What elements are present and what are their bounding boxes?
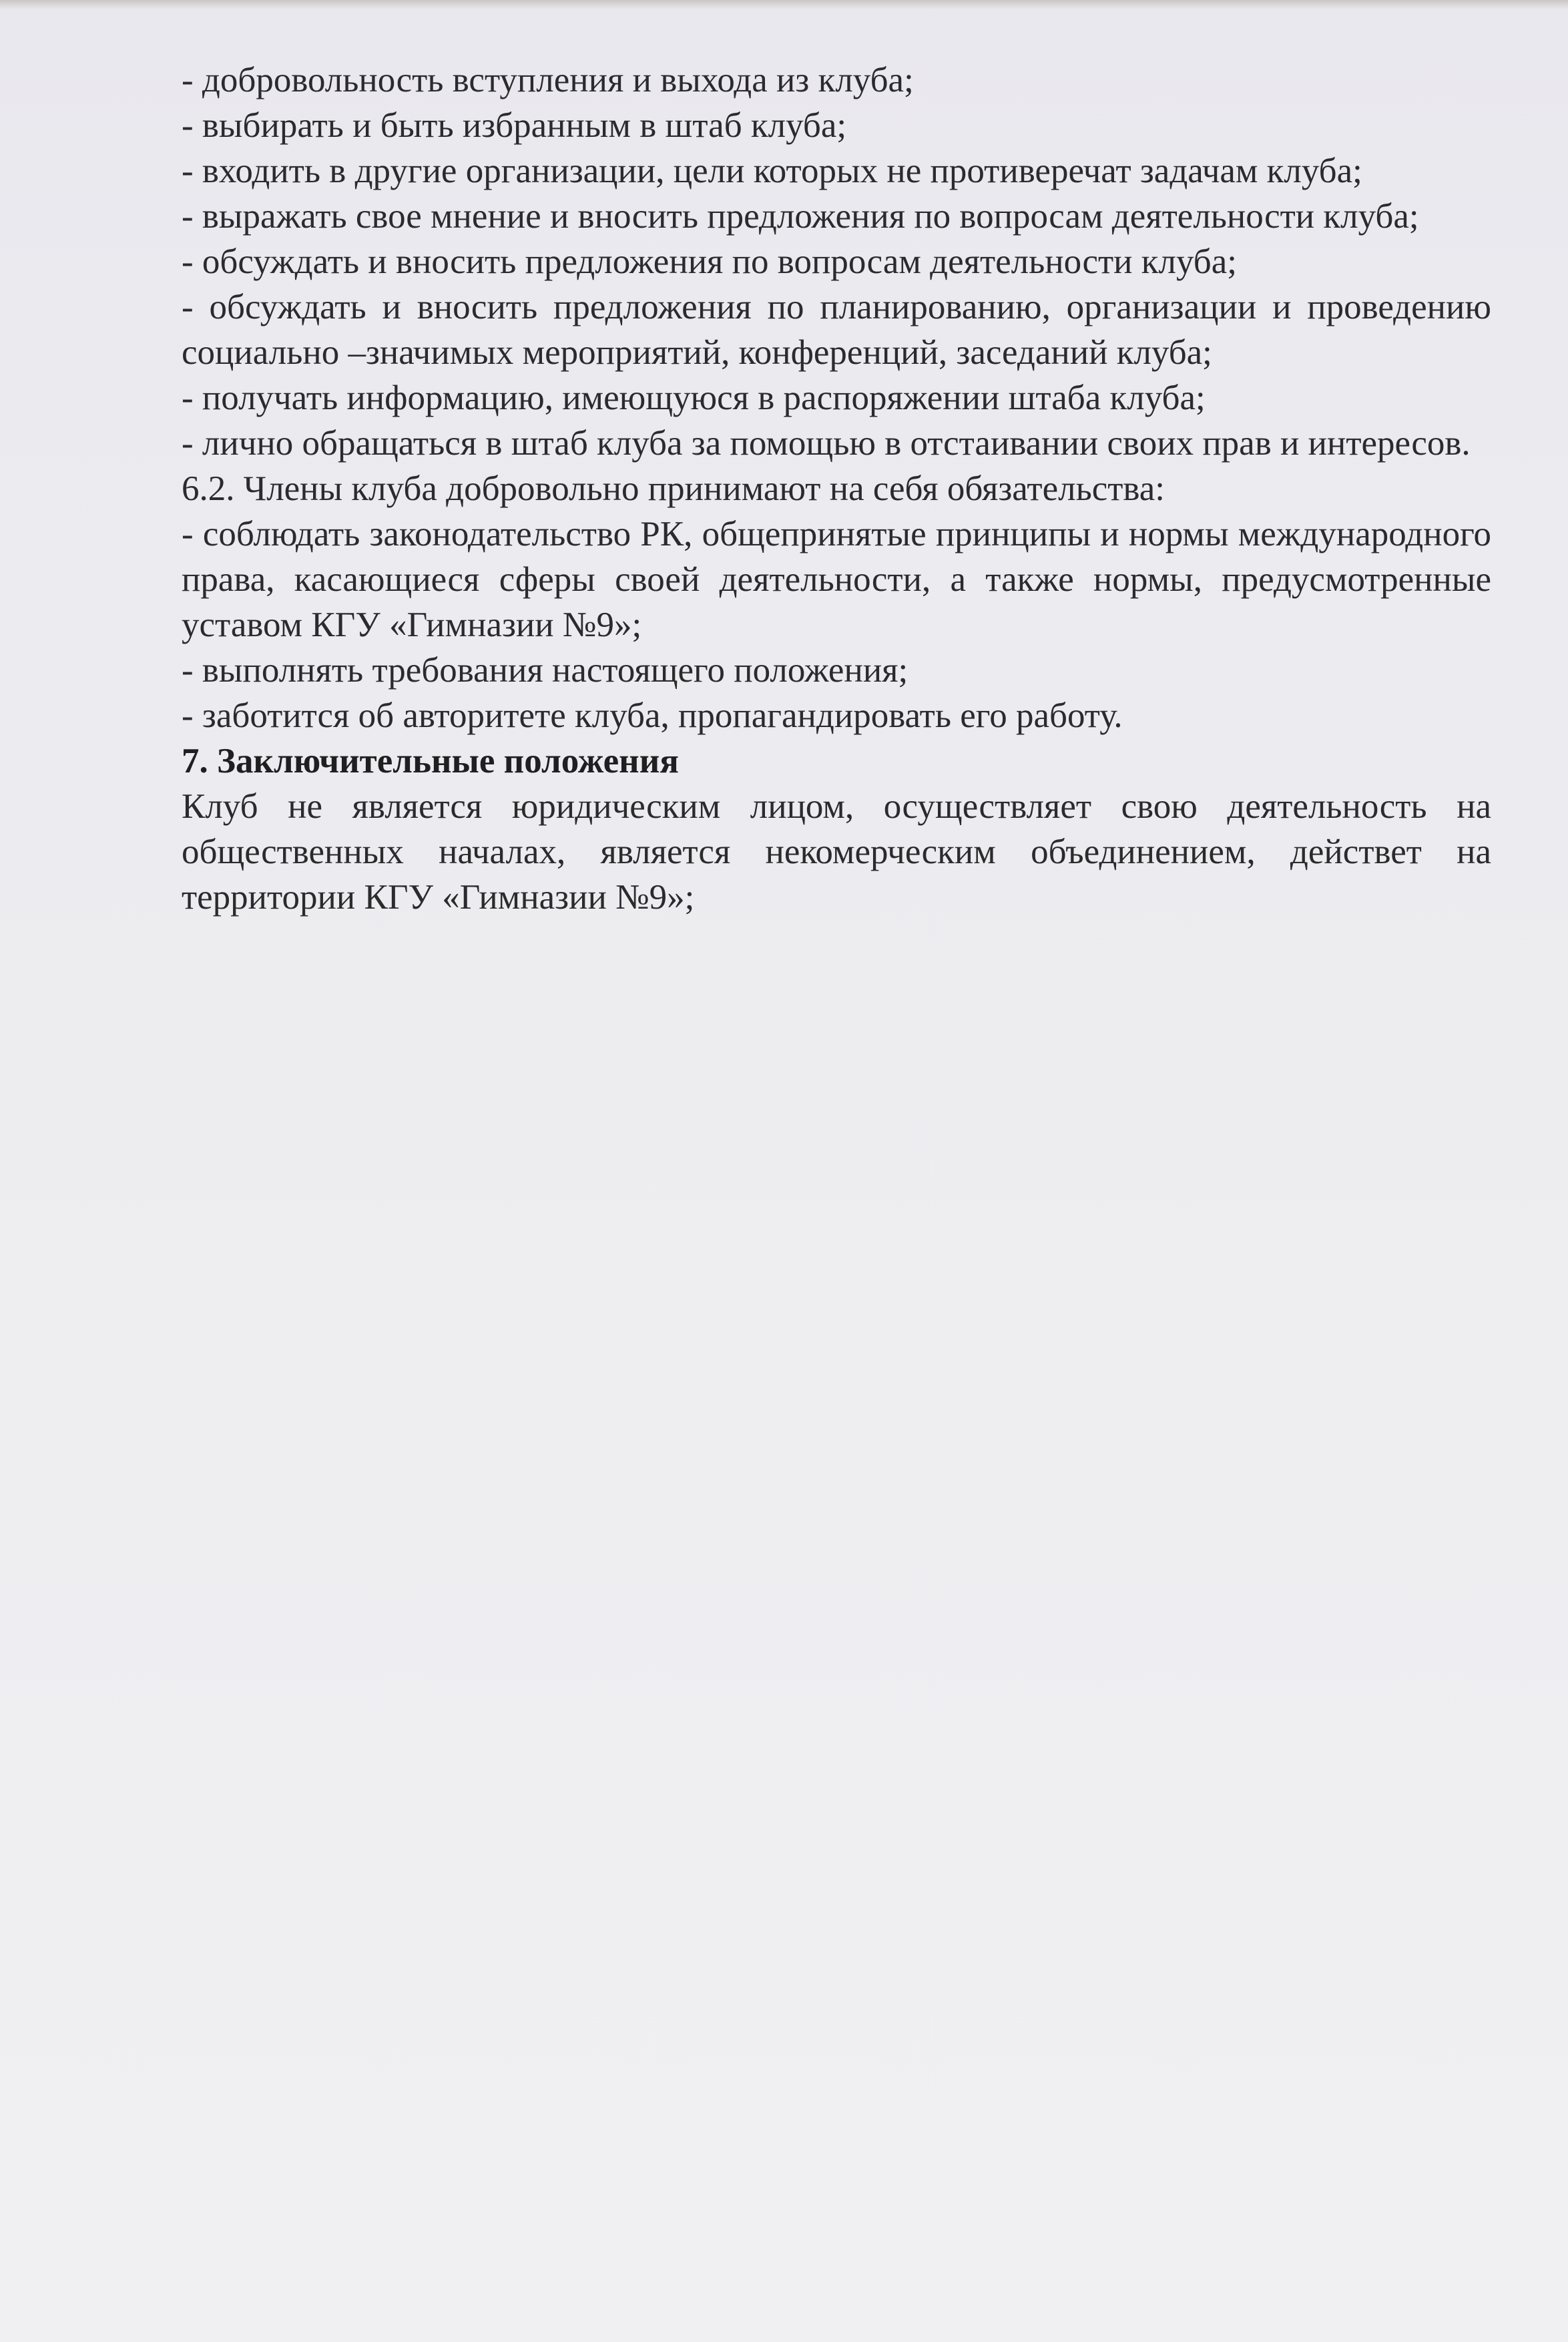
list-item: - соблюдать законодательство РК, общепринятые принципы и нормы международного права, касающиеся сферы своей деятельности, а также нормы, предусмотренные уставом КГУ «Гимназии №9»;: [182, 515, 1491, 644]
list-item: - получать информацию, имеющуюся в распоряжении штаба клуба;: [182, 379, 1206, 417]
closing-paragraph: Клуб не является юридическим лицом, осуществляет свою деятельность на общественных началах, является некомерческим объединением, действет на территории КГУ «Гимназии №9»;: [182, 787, 1491, 917]
list-item: - лично обращаться в штаб клуба за помощью в отстаивании своих прав и интересов.: [182, 424, 1471, 463]
page-top-edge: [0, 0, 1568, 9]
list-item: - добровольность вступления и выхода из клуба;: [182, 61, 914, 99]
subsection-title: 6.2. Члены клуба добровольно принимают на себя обязательства:: [182, 469, 1165, 508]
section-heading: 7. Заключительные положения: [182, 742, 679, 780]
list-item: - обсуждать и вносить предложения по планированию, организации и проведению социально –значимых мероприятий, конференций, заседаний клуба;: [182, 288, 1491, 372]
list-item: - заботится об авторитете клуба, пропагандировать его работу.: [182, 696, 1123, 735]
list-item: - выражать свое мнение и вносить предложения по вопросам деятельности клуба;: [182, 197, 1419, 236]
document-body: [182, 57, 1491, 920]
list-item: - выполнять требования настоящего положения;: [182, 651, 908, 690]
list-item: - обсуждать и вносить предложения по вопросам деятельности клуба;: [182, 242, 1237, 281]
list-item: - выбирать и быть избранным в штаб клуба;: [182, 106, 847, 145]
list-item: - входить в другие организации, цели которых не противеречат задачам клуба;: [182, 152, 1362, 190]
